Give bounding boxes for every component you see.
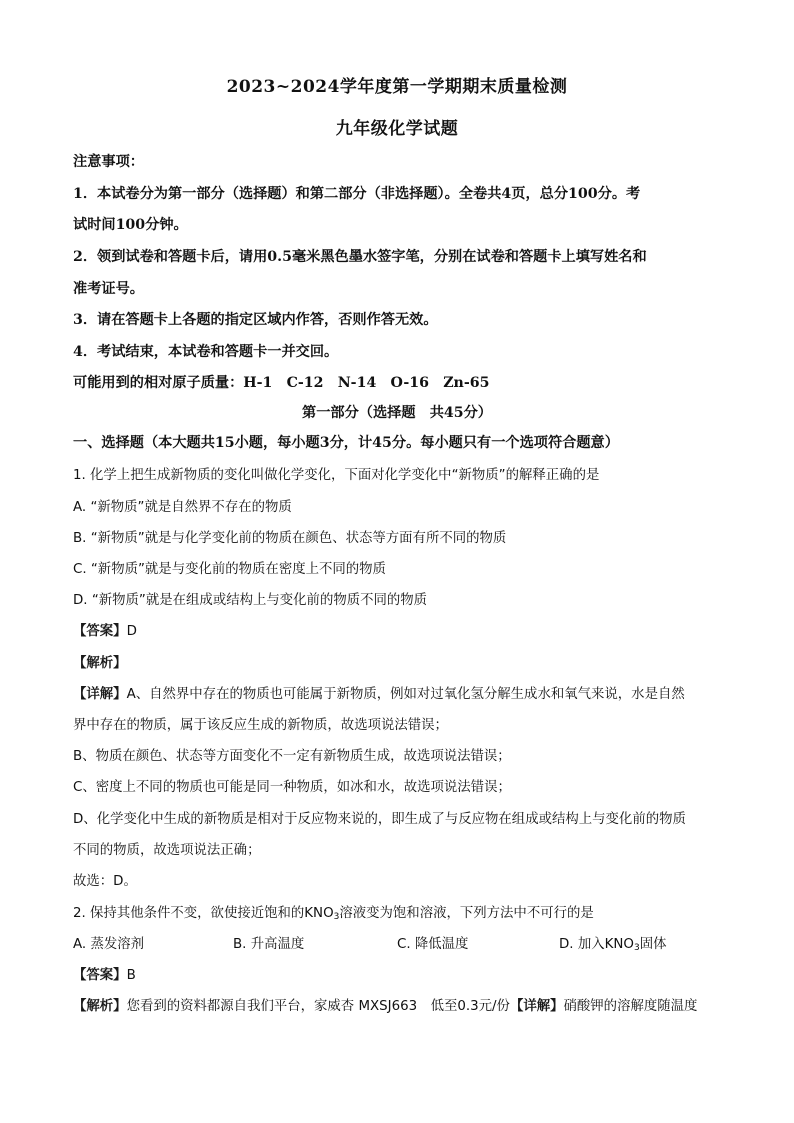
question-2-stem xyxy=(73,902,733,922)
question-1-analysis xyxy=(73,652,733,671)
question-1-option-c: C. “新物质”就是与变化前的物质在密度上不同的物质 xyxy=(73,562,386,577)
question-2-option-a: A. 蒸发溶剂 xyxy=(73,937,144,952)
question-1-detail-line-4: C、密度上不同的物质也可能是同一种物质，如冰和水，故选项说法错误； xyxy=(73,780,511,795)
answer-value: D xyxy=(126,624,137,639)
analysis-text: 您看到的资料都源自我们平台，家威杏 MXSJ663 低至0.3元/份 xyxy=(126,999,510,1014)
question-1-detail-line-3: B、物质在颜色、状态等方面变化不一定有新物质生成，故选项说法错误； xyxy=(73,749,511,764)
question-1-detail-line-2: 界中存在的物质，属于该反应生成的新物质，故选项说法错误； xyxy=(73,718,448,733)
question-2-analysis xyxy=(73,995,733,1014)
detail-text: 硝酸钾的溶解度随温度 xyxy=(563,999,698,1014)
question-1-detail-line-1 xyxy=(73,683,733,702)
notice-item-3: 3．请在答题卡上各题的指定区域内作答，否则作答无效。 xyxy=(73,312,438,328)
question-2-answer xyxy=(73,964,733,983)
question-1-stem: 1. 化学上把生成新物质的变化叫做化学变化，下面对化学变化中“新物质”的解释正确的是 xyxy=(73,468,600,483)
analysis-label: 【解析】 xyxy=(73,656,127,671)
answer-value: B xyxy=(126,968,136,983)
notice-item-4: 4．考试结束，本试卷和答题卡一并交回。 xyxy=(73,344,339,360)
question-1-conclusion: 故选：D。 xyxy=(73,874,137,889)
subscript: 3 xyxy=(633,943,640,953)
question-1-option-b: B. “新物质”就是与化学变化前的物质在颜色、状态等方面有所不同的物质 xyxy=(73,531,507,546)
detail-text: A、自然界中存在的物质也可能属于新物质，例如对过氧化氢分解生成水和氧气来说，水是自然 xyxy=(126,687,685,702)
question-1-answer xyxy=(73,620,733,639)
question-1-detail-line-5: D、化学变化中生成的新物质是相对于反应物来说的，即生成了与反应物在组成或结构上与变化前的物质 xyxy=(73,812,686,827)
answer-label: 【答案】 xyxy=(73,624,127,639)
question-2-option-d xyxy=(559,933,666,953)
question-1-detail-line-6: 不同的物质，故选项说法正确； xyxy=(73,843,261,858)
question-2-option-b: B. 升高温度 xyxy=(233,937,305,952)
section-heading: 一、选择题（本大题共15小题，每小题3分，计45分。每小题只有一个选项符合题意） xyxy=(73,435,619,451)
question-2-option-c: C. 降低温度 xyxy=(397,937,469,952)
part-one-title: 第一部分（选择题 共45分） xyxy=(302,405,492,421)
question-1-option-d: D. “新物质”就是在组成或结构上与变化前的物质不同的物质 xyxy=(73,593,428,608)
stem-text-end: 溶液变为饱和溶液，下列方法中不可行的是 xyxy=(339,906,594,921)
option-text-end: 固体 xyxy=(639,937,667,952)
exam-subtitle: 九年级化学试题 xyxy=(335,119,459,139)
stem-text: 2. 保持其他条件不变，欲使接近饱和的KNO xyxy=(73,906,334,921)
notice-item-1-line-1: 1．本试卷分为第一部分（选择题）和第二部分（非选择题）。全卷共4页，总分100分。考 xyxy=(73,186,641,202)
subscript: 3 xyxy=(333,912,340,922)
option-text: D. 加入KNO xyxy=(559,937,634,952)
detail-label: 【详解】 xyxy=(509,999,564,1014)
detail-label: 【详解】 xyxy=(73,687,127,702)
notice-item-2-line-2: 准考证号。 xyxy=(73,281,144,297)
exam-title: 2023~2024学年度第一学期期末质量检测 xyxy=(226,77,568,97)
notice-item-1-line-2: 试时间100分钟。 xyxy=(73,217,188,233)
notice-item-2-line-1: 2．领到试卷和答题卡后，请用0.5毫米黑色墨水签字笔，分别在试卷和答题卡上填写姓名和 xyxy=(73,249,647,265)
answer-label: 【答案】 xyxy=(73,968,127,983)
analysis-label: 【解析】 xyxy=(73,999,127,1014)
notice-heading: 注意事项： xyxy=(73,154,144,170)
question-1-option-a: A. “新物质”就是自然界不存在的物质 xyxy=(73,500,292,515)
atomic-mass-list: 可能用到的相对原子质量：H-1 C-12 N-14 O-16 Zn-65 xyxy=(73,375,490,391)
